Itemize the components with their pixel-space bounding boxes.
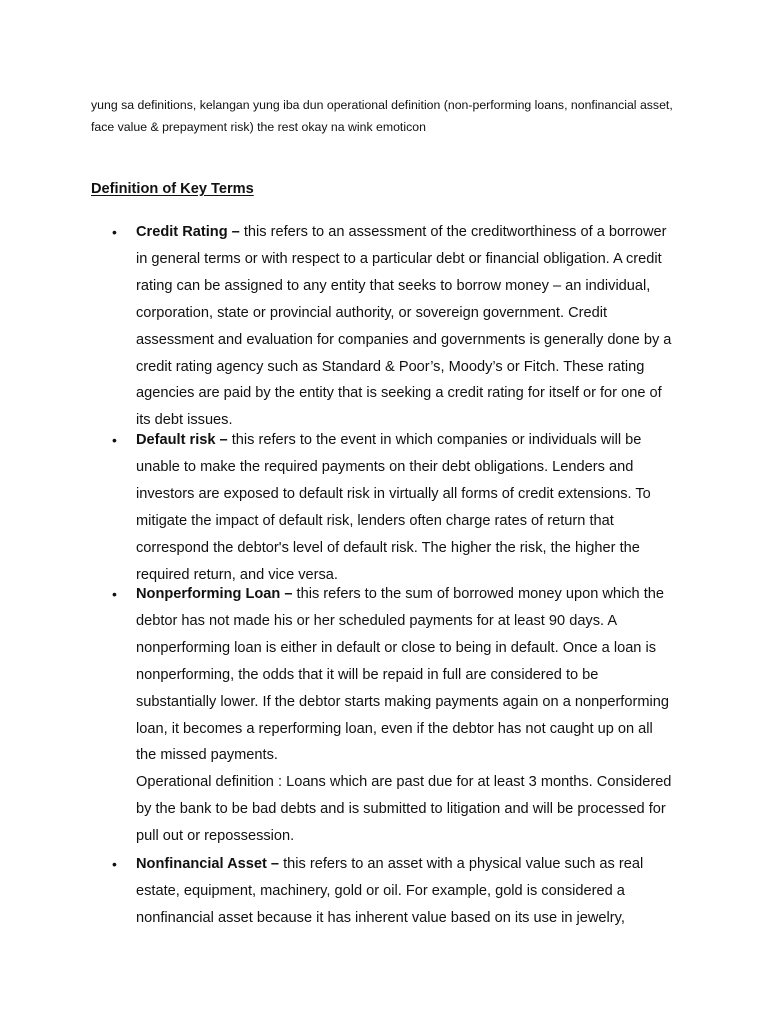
term-title: Nonperforming Loan – — [136, 586, 293, 602]
term-title: Credit Rating – — [136, 224, 240, 240]
bullet-icon: • — [112, 856, 117, 872]
term-credit-rating — [112, 219, 676, 434]
section-heading: Definition of Key Terms — [91, 181, 254, 197]
term-definition: this refers to the event in which companies or individuals will be unable to make the required payments on their debt obligations. Lenders and investors are exposed to default risk in virtually all forms of credit extensions. To mitigate the impact of default risk, lenders often charge rates of return that correspond the debtor's level of default risk. The higher the risk, the higher the required return, and vice versa. — [136, 432, 651, 583]
term-definition: this refers to an assessment of the creditworthiness of a borrower in general terms or with respect to a particular debt or financial obligation. A credit rating can be assigned to any entity that seeks to borrow money – an individual, corporation, state or provincial authority, or sovereign government. Credit assessment and evaluation for companies and governments is generally done by a credit rating agency such as Standard & Poor’s, Moody’s or Fitch. These rating agencies are paid by the entity that is seeking a credit rating for itself or for one of its debt issues. — [136, 224, 672, 429]
term-nonperforming-loan — [112, 581, 676, 850]
term-title: Default risk – — [136, 432, 228, 448]
term-definition: this refers to an asset with a physical value such as real estate, equipment, machinery, gold or oil. For example, gold is considered a nonfinancial asset because it has inherent value based on its use in jewelry, — [136, 856, 644, 926]
operational-definition: Operational definition : Loans which are past due for at least 3 months. Considered by the bank to be bad debts and is submitted to litigation and will be processed for pull out or repossession. — [136, 774, 672, 845]
term-title: Nonfinancial Asset – — [136, 856, 280, 872]
term-definition: this refers to the sum of borrowed money upon which the debtor has not made his or her scheduled payments for at least 90 days. A nonperforming loan is either in default or close to being in default. Once a loan is nonperforming, the odds that it will be repaid in full are considered to be substantially lower. If the debtor starts making payments again on a nonperforming loan, it becomes a reperforming loan, even if the debtor has not caught up on all the missed payments. — [136, 586, 669, 764]
bullet-icon: • — [112, 432, 117, 448]
term-nonfinancial-asset — [112, 851, 676, 932]
term-default-risk — [112, 427, 676, 588]
bullet-icon: • — [112, 224, 117, 240]
bullet-icon: • — [112, 586, 117, 602]
author-note: yung sa definitions, kelangan yung iba dun operational definition (non-performing loans, nonfinancial asset, face value & prepayment risk) the rest okay na wink emoticon — [91, 98, 673, 134]
